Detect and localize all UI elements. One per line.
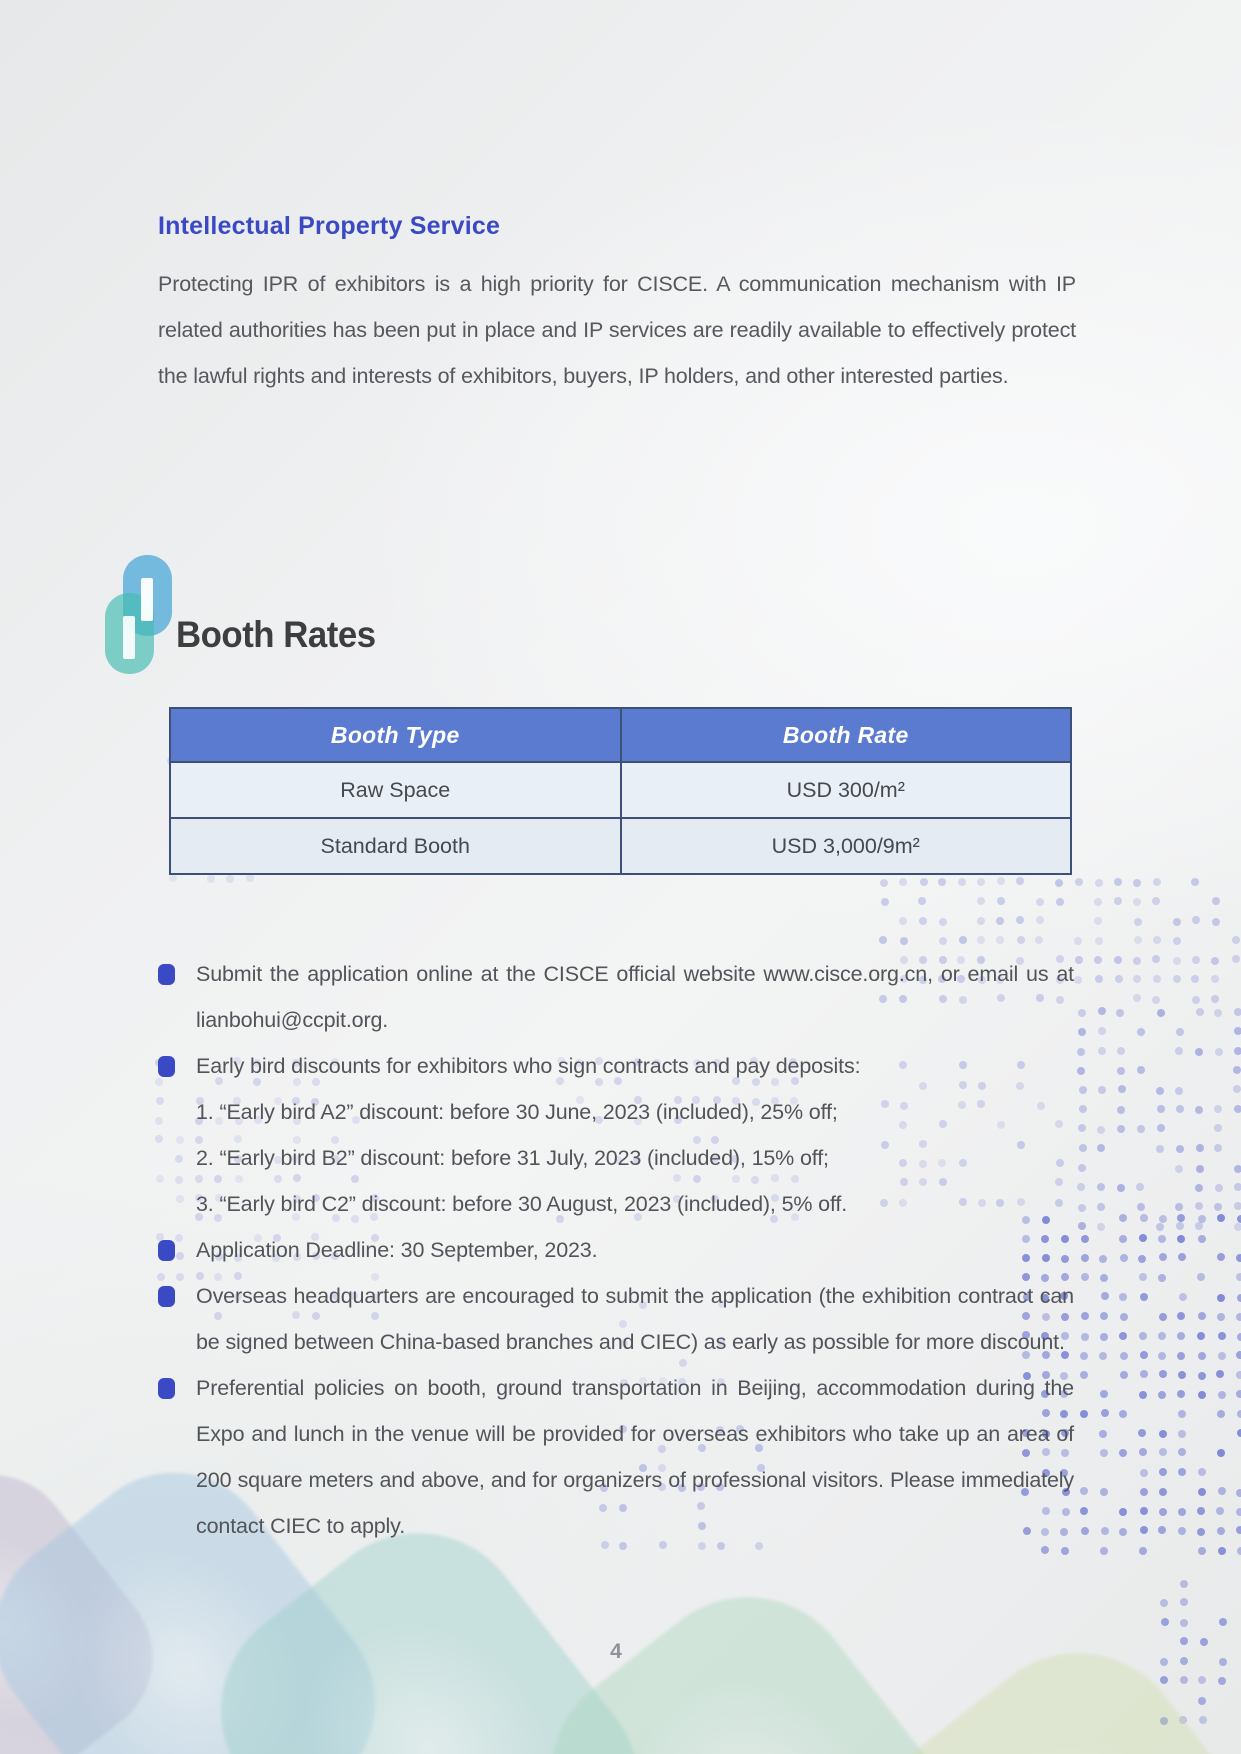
- bullet-item-text: Application Deadline: 30 September, 2023.: [196, 1238, 598, 1262]
- table-header-row: [170, 708, 1071, 762]
- bullet-item-text: Early bird discounts for exhibitors who sign contracts and pay deposits:: [196, 1054, 861, 1078]
- bullet-marker-icon: [158, 1240, 175, 1261]
- application-notes-list: [158, 951, 1074, 1549]
- table-row: [170, 762, 1071, 818]
- chain-links-icon: [96, 550, 178, 720]
- bullet-list-item: [158, 1365, 1074, 1549]
- table-row: [170, 818, 1071, 874]
- booth-rates-heading: Booth Rates: [176, 614, 376, 655]
- bullet-item-text: Preferential policies on booth, ground transportation in Beijing, accommodation during the Expo and lunch in the venue will be provided for overseas exhibitors who take up an area of 200 square meters and above, and for organizers of professional visitors. Please immediately contact CIEC to apply.: [196, 1376, 1074, 1538]
- bullet-list-item: [158, 1043, 1074, 1227]
- page-number: 4: [610, 1640, 622, 1663]
- bullet-marker-icon: [158, 1286, 175, 1307]
- bullet-list-item: [158, 1227, 1074, 1273]
- bullet-item-text: Submit the application online at the CISCE official website www.cisce.org.cn, or email us at lianbohui@ccpit.org.: [196, 962, 1074, 1032]
- ip-service-heading: Intellectual Property Service: [158, 212, 501, 240]
- numbered-sub-item: 1. “Early bird A2” discount: before 30 June, 2023 (included), 25% off;: [196, 1100, 838, 1124]
- bullet-marker-icon: [158, 964, 175, 985]
- booth-rates-table: [169, 707, 1072, 875]
- booth-type-header: Booth Type: [170, 708, 621, 762]
- bullet-marker-icon: [158, 1378, 175, 1399]
- bullet-list-item: [158, 951, 1074, 1043]
- table-cell: USD 300/m²: [621, 762, 1072, 818]
- booth-rate-header: Booth Rate: [621, 708, 1072, 762]
- bullet-marker-icon: [158, 1056, 175, 1077]
- bullet-item-text: Overseas headquarters are encouraged to submit the application (the exhibition contract can be signed between China-based branches and CIEC) as early as possible for more discount.: [196, 1284, 1074, 1354]
- table-cell: Standard Booth: [170, 818, 621, 874]
- ip-service-paragraph: Protecting IPR of exhibitors is a high priority for CISCE. A communication mechanism with IP related authorities has been put in place and IP services are readily available to effectively protect the lawful rights and interests of exhibitors, buyers, IP holders, and other interested parties.: [158, 272, 1076, 388]
- bullet-list-item: [158, 1273, 1074, 1365]
- numbered-sub-item: 3. “Early bird C2” discount: before 30 August, 2023 (included), 5% off.: [196, 1192, 848, 1216]
- numbered-sub-item: 2. “Early bird B2” discount: before 31 July, 2023 (included), 15% off;: [196, 1146, 829, 1170]
- table-cell: Raw Space: [170, 762, 621, 818]
- table-cell: USD 3,000/9m²: [621, 818, 1072, 874]
